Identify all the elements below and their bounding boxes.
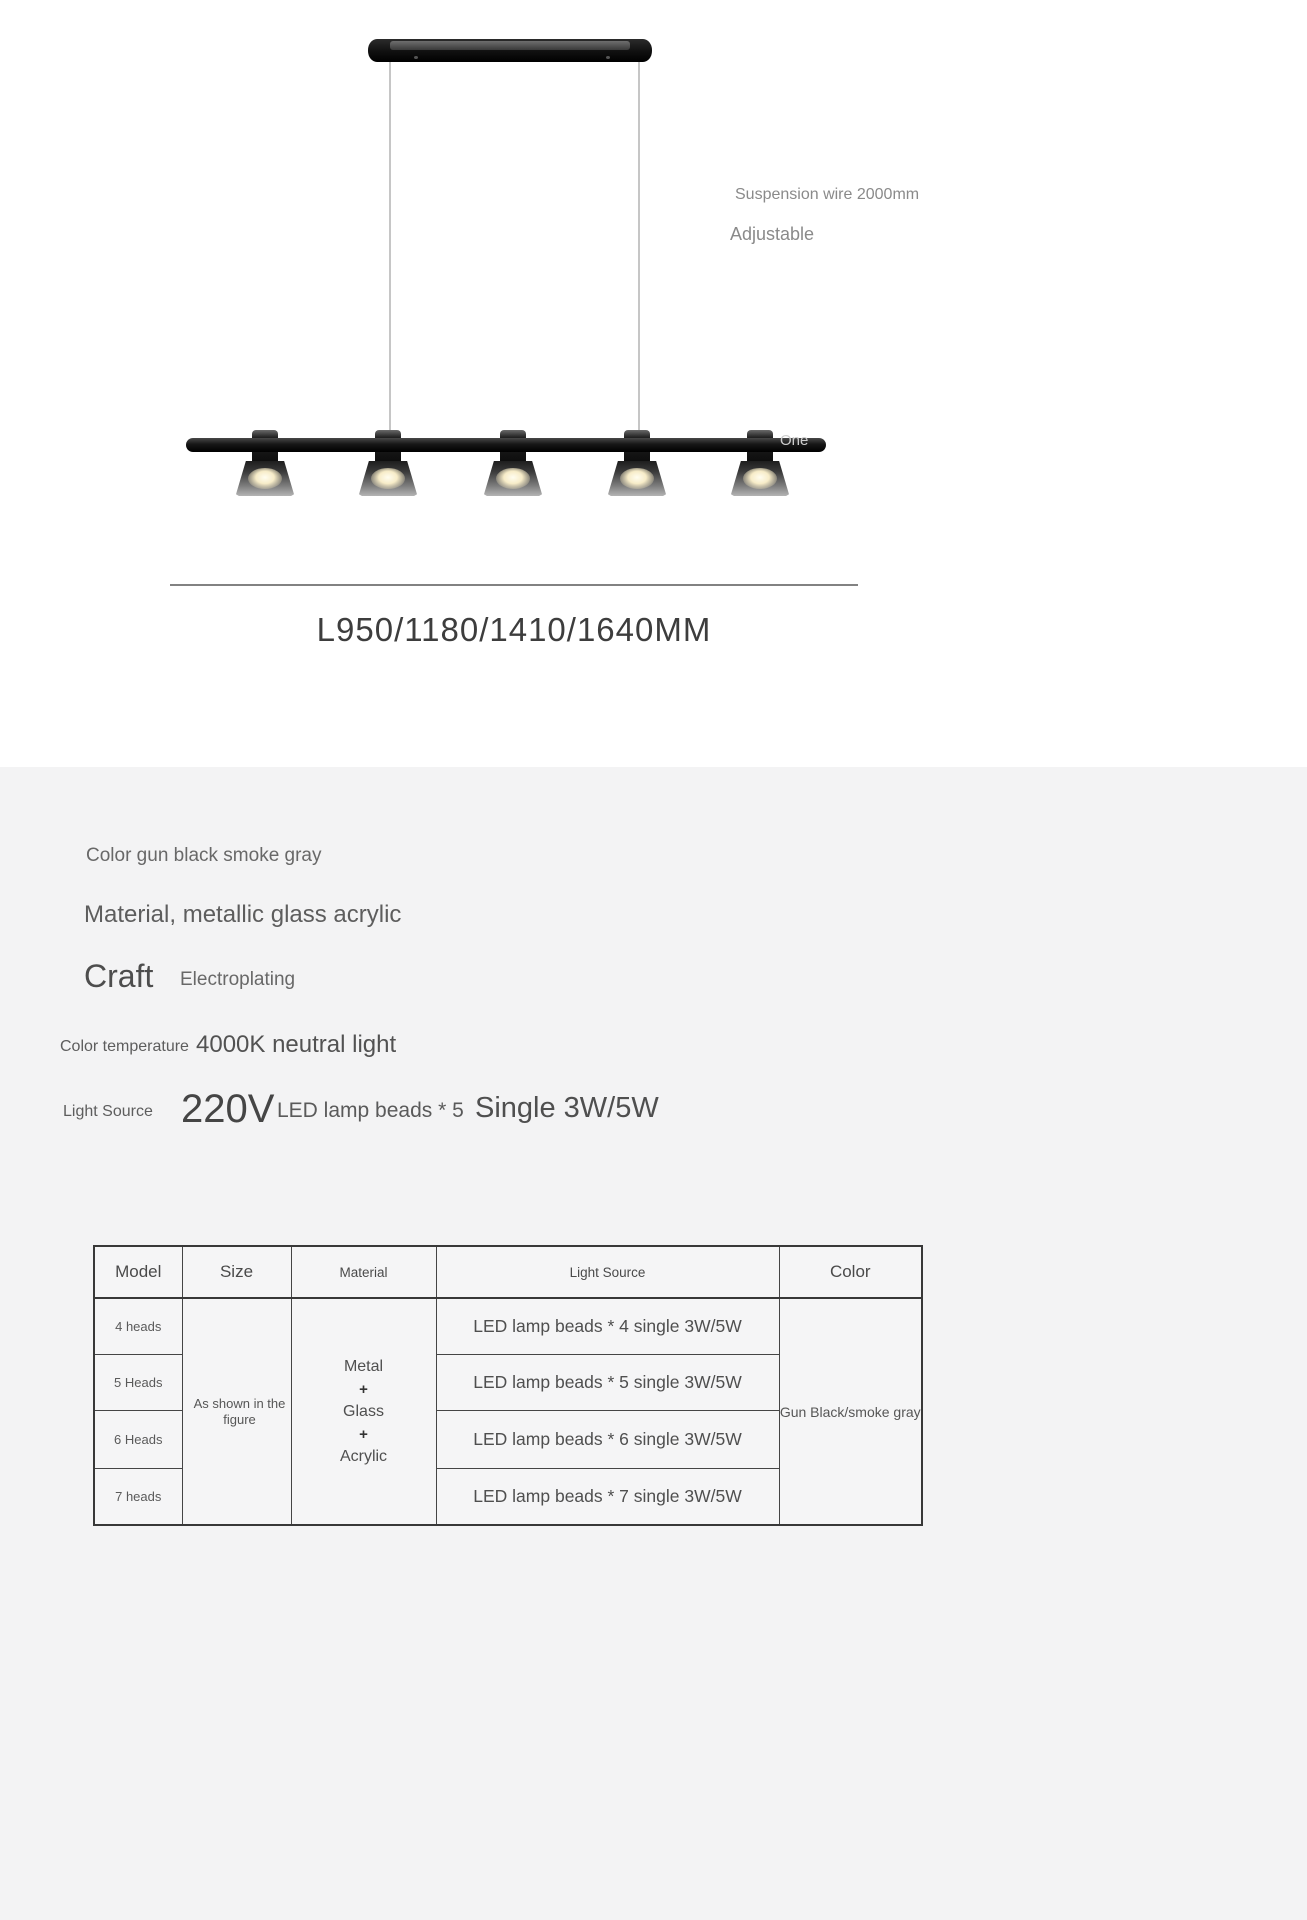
lamp-head-shade [484, 461, 542, 496]
col-header-light-source: Light Source [436, 1246, 779, 1298]
material-cell [291, 1298, 436, 1525]
spec-voltage: 220V [181, 1087, 275, 1131]
lamp-head-shade [359, 461, 417, 496]
suspension-wire-left [389, 61, 391, 439]
col-header-material: Material [291, 1246, 436, 1298]
product-image-section [0, 0, 1307, 767]
material-item: Glass [343, 1402, 384, 1420]
spec-color-temp-label: Color temperature [60, 1038, 189, 1055]
lamp-head-shade [236, 461, 294, 496]
material-item: Acrylic [339, 1447, 388, 1465]
canopy-screw [414, 56, 418, 59]
lamp-glow [743, 468, 777, 489]
light-source-cell: LED lamp beads * 4 single 3W/5W [436, 1298, 779, 1354]
spec-material-line: Material, metallic glass acrylic [84, 901, 402, 928]
suspension-wire-label: Suspension wire 2000mm [735, 186, 920, 203]
lamp-glow [620, 468, 654, 489]
suspension-wire-right [638, 61, 640, 439]
model-cell: 5 Heads [94, 1354, 182, 1410]
spec-lamp-beads: LED lamp beads * 5 [277, 1099, 464, 1122]
table-row [94, 1298, 922, 1354]
size-value: As shown in the figure [193, 1395, 286, 1427]
lamp-head-shade [731, 461, 789, 496]
light-source-cell: LED lamp beads * 5 single 3W/5W [436, 1354, 779, 1410]
col-header-size: Size [182, 1246, 291, 1298]
size-cell [182, 1298, 291, 1525]
one-label: One [780, 432, 809, 449]
lamp-head-shade [608, 461, 666, 496]
col-header-model: Model [94, 1246, 182, 1298]
model-cell: 4 heads [94, 1298, 182, 1354]
light-source-cell: LED lamp beads * 6 single 3W/5W [436, 1410, 779, 1468]
spec-craft-value: Electroplating [180, 969, 296, 990]
spec-light-source-label: Light Source [63, 1103, 153, 1120]
model-cell: 7 heads [94, 1468, 182, 1525]
ceiling-canopy [368, 39, 652, 62]
model-cell: 6 Heads [94, 1410, 182, 1468]
dimension-line [170, 584, 858, 586]
spec-color-line: Color gun black smoke gray [86, 845, 322, 866]
col-header-color: Color [779, 1246, 922, 1298]
material-item: Metal [343, 1357, 384, 1375]
spec-table [93, 1245, 923, 1526]
lamp-glow [496, 468, 530, 489]
plus-sign: + [359, 1380, 368, 1398]
canopy-screw [606, 56, 610, 59]
spec-single-power: Single 3W/5W [475, 1092, 659, 1124]
plus-sign: + [359, 1425, 368, 1443]
color-cell: Gun Black/smoke gray [779, 1298, 922, 1525]
lamp-bar [186, 438, 826, 452]
spec-craft-label: Craft [84, 958, 154, 994]
canopy-top-face [390, 41, 630, 50]
light-source-cell: LED lamp beads * 7 single 3W/5W [436, 1468, 779, 1525]
lamp-glow [248, 468, 282, 489]
spec-color-temp-value: 4000K neutral light [196, 1031, 397, 1058]
lamp-glow [371, 468, 405, 489]
adjustable-label: Adjustable [730, 224, 815, 244]
table-header-row [94, 1246, 922, 1298]
dimension-label: L950/1180/1410/1640MM [316, 611, 712, 648]
